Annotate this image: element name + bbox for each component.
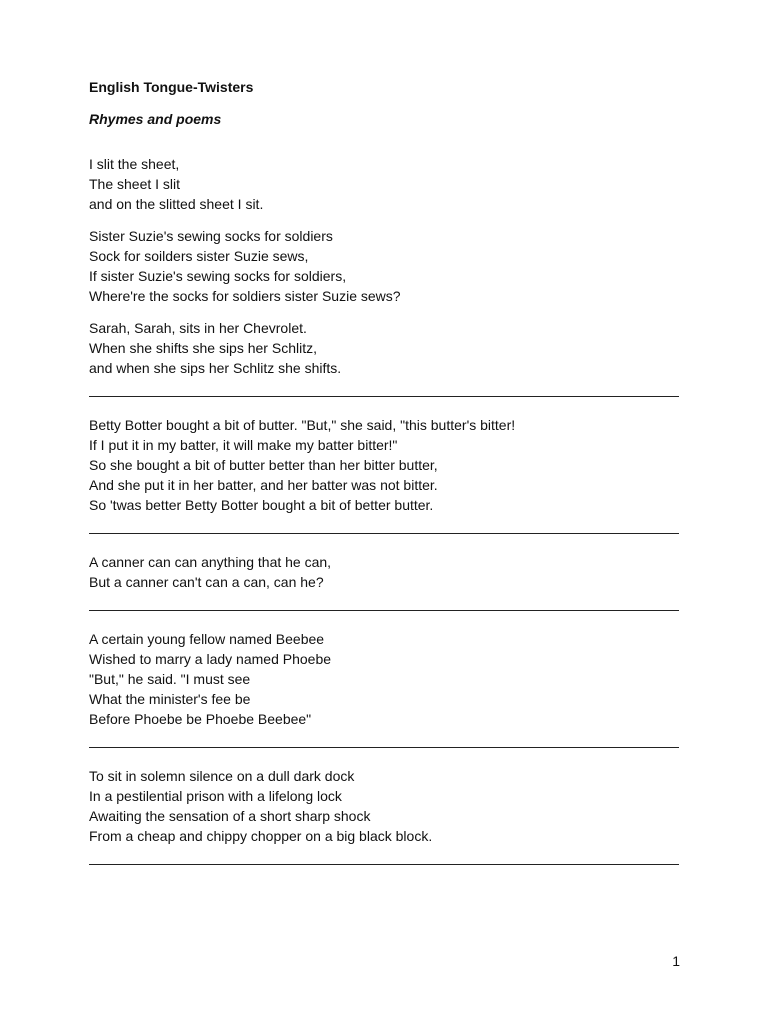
stanza-line: If sister Suzie's sewing socks for soldiers, — [89, 268, 347, 284]
stanza-line: I slit the sheet, — [89, 156, 180, 172]
page-number: 1 — [672, 953, 680, 969]
stanza-line: Betty Botter bought a bit of butter. "But," she said, "this butter's bitter! — [89, 417, 516, 433]
tongue-twister-group — [89, 629, 679, 729]
page-content — [89, 78, 679, 883]
document-subtitle: Rhymes and poems — [89, 111, 222, 127]
stanza-line: When she shifts she sips her Schlitz, — [89, 340, 317, 356]
stanza — [89, 318, 679, 378]
stanza-line: and on the slitted sheet I sit. — [89, 196, 264, 212]
stanza-line: If I put it in my batter, it will make my batter bitter!" — [89, 437, 398, 453]
stanza — [89, 154, 679, 214]
stanza-line: So she bought a bit of butter better than her bitter butter, — [89, 457, 438, 473]
document-title: English Tongue-Twisters — [89, 79, 254, 95]
stanza-line: In a pestilential prison with a lifelong lock — [89, 788, 342, 804]
stanza-line: And she put it in her batter, and her batter was not bitter. — [89, 477, 438, 493]
tongue-twister-group — [89, 552, 679, 592]
stanza-line: So 'twas better Betty Botter bought a bit of better butter. — [89, 497, 434, 513]
stanza — [89, 552, 679, 592]
stanza-line: But a canner can't can a can, can he? — [89, 574, 324, 590]
tongue-twister-group — [89, 766, 679, 846]
tongue-twister-list — [89, 154, 679, 865]
stanza-line: and when she sips her Schlitz she shifts. — [89, 360, 342, 376]
stanza-line: A canner can can anything that he can, — [89, 554, 332, 570]
stanza-line: "But," he said. "I must see — [89, 671, 251, 687]
section-divider — [89, 747, 679, 748]
stanza-line: Awaiting the sensation of a short sharp shock — [89, 808, 371, 824]
stanza-line: The sheet I slit — [89, 176, 181, 192]
stanza-line: Where're the socks for soldiers sister Suzie sews? — [89, 288, 401, 304]
stanza-line: Wished to marry a lady named Phoebe — [89, 651, 332, 667]
stanza-line: A certain young fellow named Beebee — [89, 631, 325, 647]
stanza-line: Sister Suzie's sewing socks for soldiers — [89, 228, 333, 244]
section-divider — [89, 396, 679, 397]
stanza-line: Sock for soilders sister Suzie sews, — [89, 248, 309, 264]
stanza — [89, 226, 679, 306]
section-divider — [89, 533, 679, 534]
stanza-line: Before Phoebe be Phoebe Beebee" — [89, 711, 312, 727]
stanza-line: Sarah, Sarah, sits in her Chevrolet. — [89, 320, 307, 336]
section-divider — [89, 864, 679, 865]
tongue-twister-group — [89, 154, 679, 378]
section-divider — [89, 610, 679, 611]
stanza — [89, 766, 679, 846]
stanza-line: What the minister's fee be — [89, 691, 251, 707]
stanza — [89, 415, 679, 515]
stanza — [89, 629, 679, 729]
tongue-twister-group — [89, 415, 679, 515]
stanza-line: To sit in solemn silence on a dull dark dock — [89, 768, 355, 784]
stanza-line: From a cheap and chippy chopper on a big black block. — [89, 828, 433, 844]
